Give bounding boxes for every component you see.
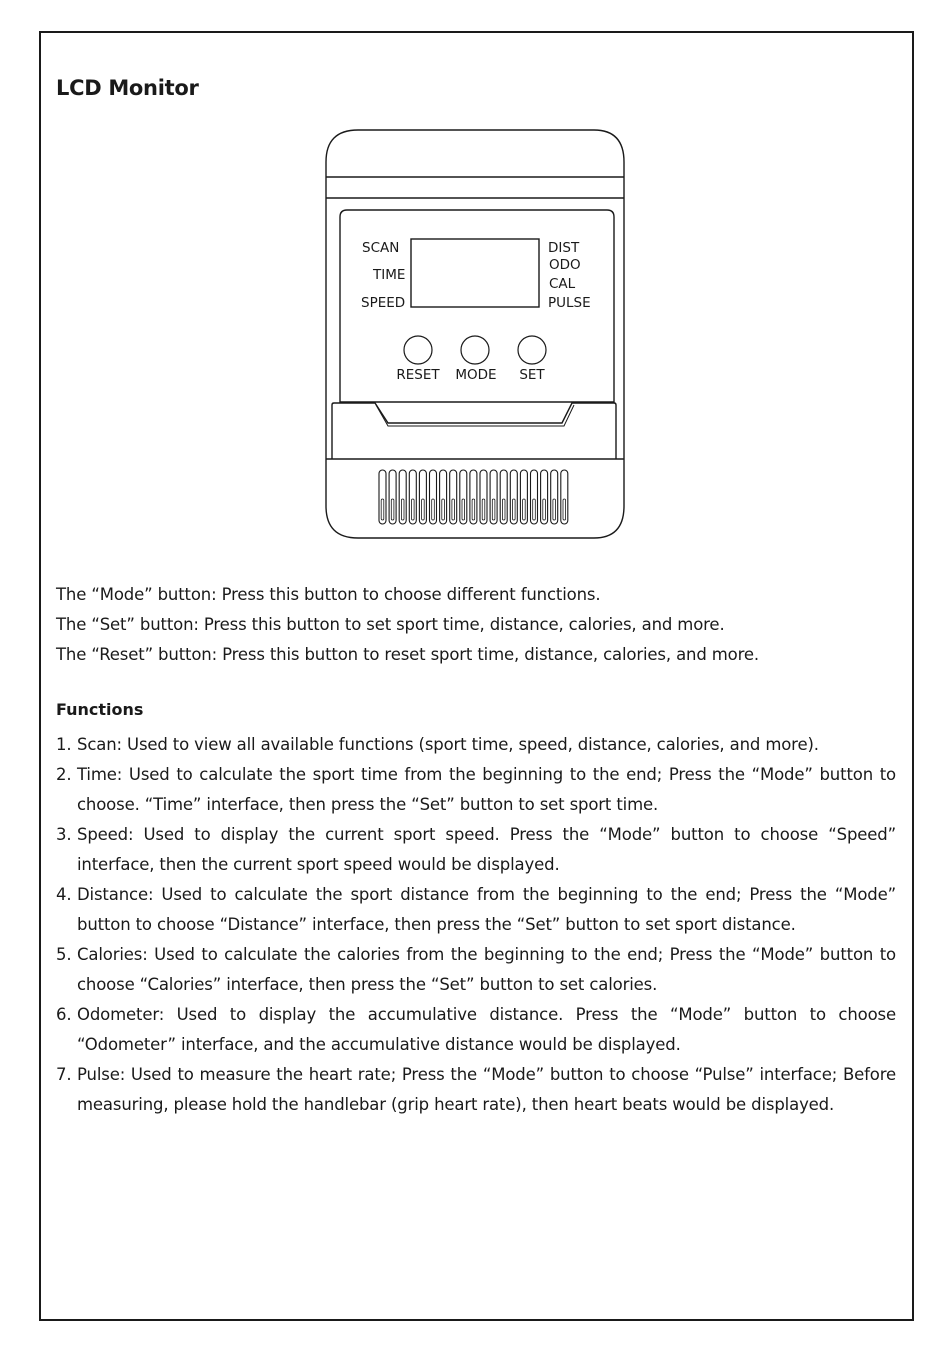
- button-descriptions: [56, 580, 906, 670]
- vent-slot-inner: [563, 499, 566, 520]
- vent-slot: [470, 470, 477, 524]
- vent-slot: [379, 470, 386, 524]
- vent-slot-inner: [523, 499, 526, 520]
- function-item-scan: 1. Scan: Used to view all available functions (sport time, speed, distance, calories, and more).: [56, 735, 819, 754]
- vent-slot-inner: [432, 499, 435, 520]
- vent-slot: [430, 470, 437, 524]
- vent-slot-inner: [401, 499, 404, 520]
- lcd-screen: [411, 239, 539, 307]
- vent-slot: [551, 470, 558, 524]
- vent-slot-inner: [533, 499, 536, 520]
- reset-button-shape: [404, 336, 432, 364]
- monitor-housing: [326, 130, 624, 538]
- vent-slot-inner: [381, 499, 384, 520]
- functions-list: [56, 730, 896, 1120]
- vent-slot-inner: [442, 499, 445, 520]
- vent-slot-inner: [502, 499, 505, 520]
- label-time: TIME: [373, 267, 406, 283]
- vent-slot: [480, 470, 487, 524]
- vent-slot: [541, 470, 548, 524]
- vent-slot-inner: [462, 499, 465, 520]
- label-dist: DIST: [548, 240, 580, 256]
- vent-slot: [531, 470, 538, 524]
- vent-slot: [419, 470, 426, 524]
- vent-slot: [490, 470, 497, 524]
- vent-slot-inner: [492, 499, 495, 520]
- vent-slot-inner: [452, 499, 455, 520]
- vent-slot: [510, 470, 517, 524]
- vent-slot: [409, 470, 416, 524]
- vent-slot: [500, 470, 507, 524]
- vent-slot: [520, 470, 527, 524]
- label-pulse: PULSE: [548, 295, 591, 311]
- vent-slot-inner: [513, 499, 516, 520]
- function-item-time: 2. Time: Used to calculate the sport time from the beginning to the end; Press the “Mode” button to choose. “Time” interface, then press the “Set” button to set sport time.: [56, 765, 896, 814]
- vent-slot: [440, 470, 447, 524]
- vent-slots: [379, 470, 568, 524]
- lcd-monitor-drawing: [318, 124, 634, 548]
- lcd-monitor-diagram: [318, 124, 634, 548]
- set-button-shape: [518, 336, 546, 364]
- vent-slot-inner: [553, 499, 556, 520]
- vent-slot-inner: [391, 499, 394, 520]
- label-cal: CAL: [549, 276, 576, 292]
- vent-slot: [389, 470, 396, 524]
- function-item-odometer: 6. Odometer: Used to display the accumulative distance. Press the “Mode” button to choose “Odometer” interface, and the accumulative distance would be displayed.: [56, 1005, 896, 1054]
- function-item-calories: 5. Calories: Used to calculate the calories from the beginning to the end; Press the “Mode” button to choose “Calories” interface, then press the “Set” button to set calories.: [56, 945, 896, 994]
- vent-slot-inner: [412, 499, 415, 520]
- vent-slot-inner: [422, 499, 425, 520]
- function-item-speed: 3. Speed: Used to display the current sport speed. Press the “Mode” button to choose “Speed” interface, then the current sport speed would be displayed.: [56, 825, 896, 874]
- vent-slot: [561, 470, 568, 524]
- function-item-distance: 4. Distance: Used to calculate the sport distance from the beginning to the end; Press the “Mode” button to choose “Distance” interface, then press the “Set” button to set sport distance.: [56, 885, 896, 934]
- vent-slot-inner: [543, 499, 546, 520]
- label-odo: ODO: [549, 257, 581, 273]
- label-reset: RESET: [396, 367, 440, 383]
- vent-slot-inner: [482, 499, 485, 520]
- function-item-pulse: 7. Pulse: Used to measure the heart rate; Press the “Mode” button to choose “Pulse” interface; Before measuring, please hold the handlebar (grip heart rate), then heart beats would be displayed.: [56, 1065, 896, 1114]
- label-mode: MODE: [455, 367, 497, 383]
- mode-button-shape: [461, 336, 489, 364]
- vent-slot: [460, 470, 467, 524]
- label-scan: SCAN: [362, 240, 400, 256]
- vent-slot: [450, 470, 457, 524]
- vent-slot: [399, 470, 406, 524]
- mode-button-description: The “Mode” button: Press this button to choose different functions.: [56, 585, 601, 604]
- page-title: LCD Monitor: [56, 76, 199, 100]
- set-button-description: The “Set” button: Press this button to set sport time, distance, calories, and more.: [56, 615, 725, 634]
- reset-button-description: The “Reset” button: Press this button to reset sport time, distance, calories, and more.: [56, 645, 759, 664]
- vent-slot-inner: [472, 499, 475, 520]
- label-set: SET: [519, 367, 545, 383]
- functions-heading: Functions: [56, 700, 144, 719]
- label-speed: SPEED: [361, 295, 406, 311]
